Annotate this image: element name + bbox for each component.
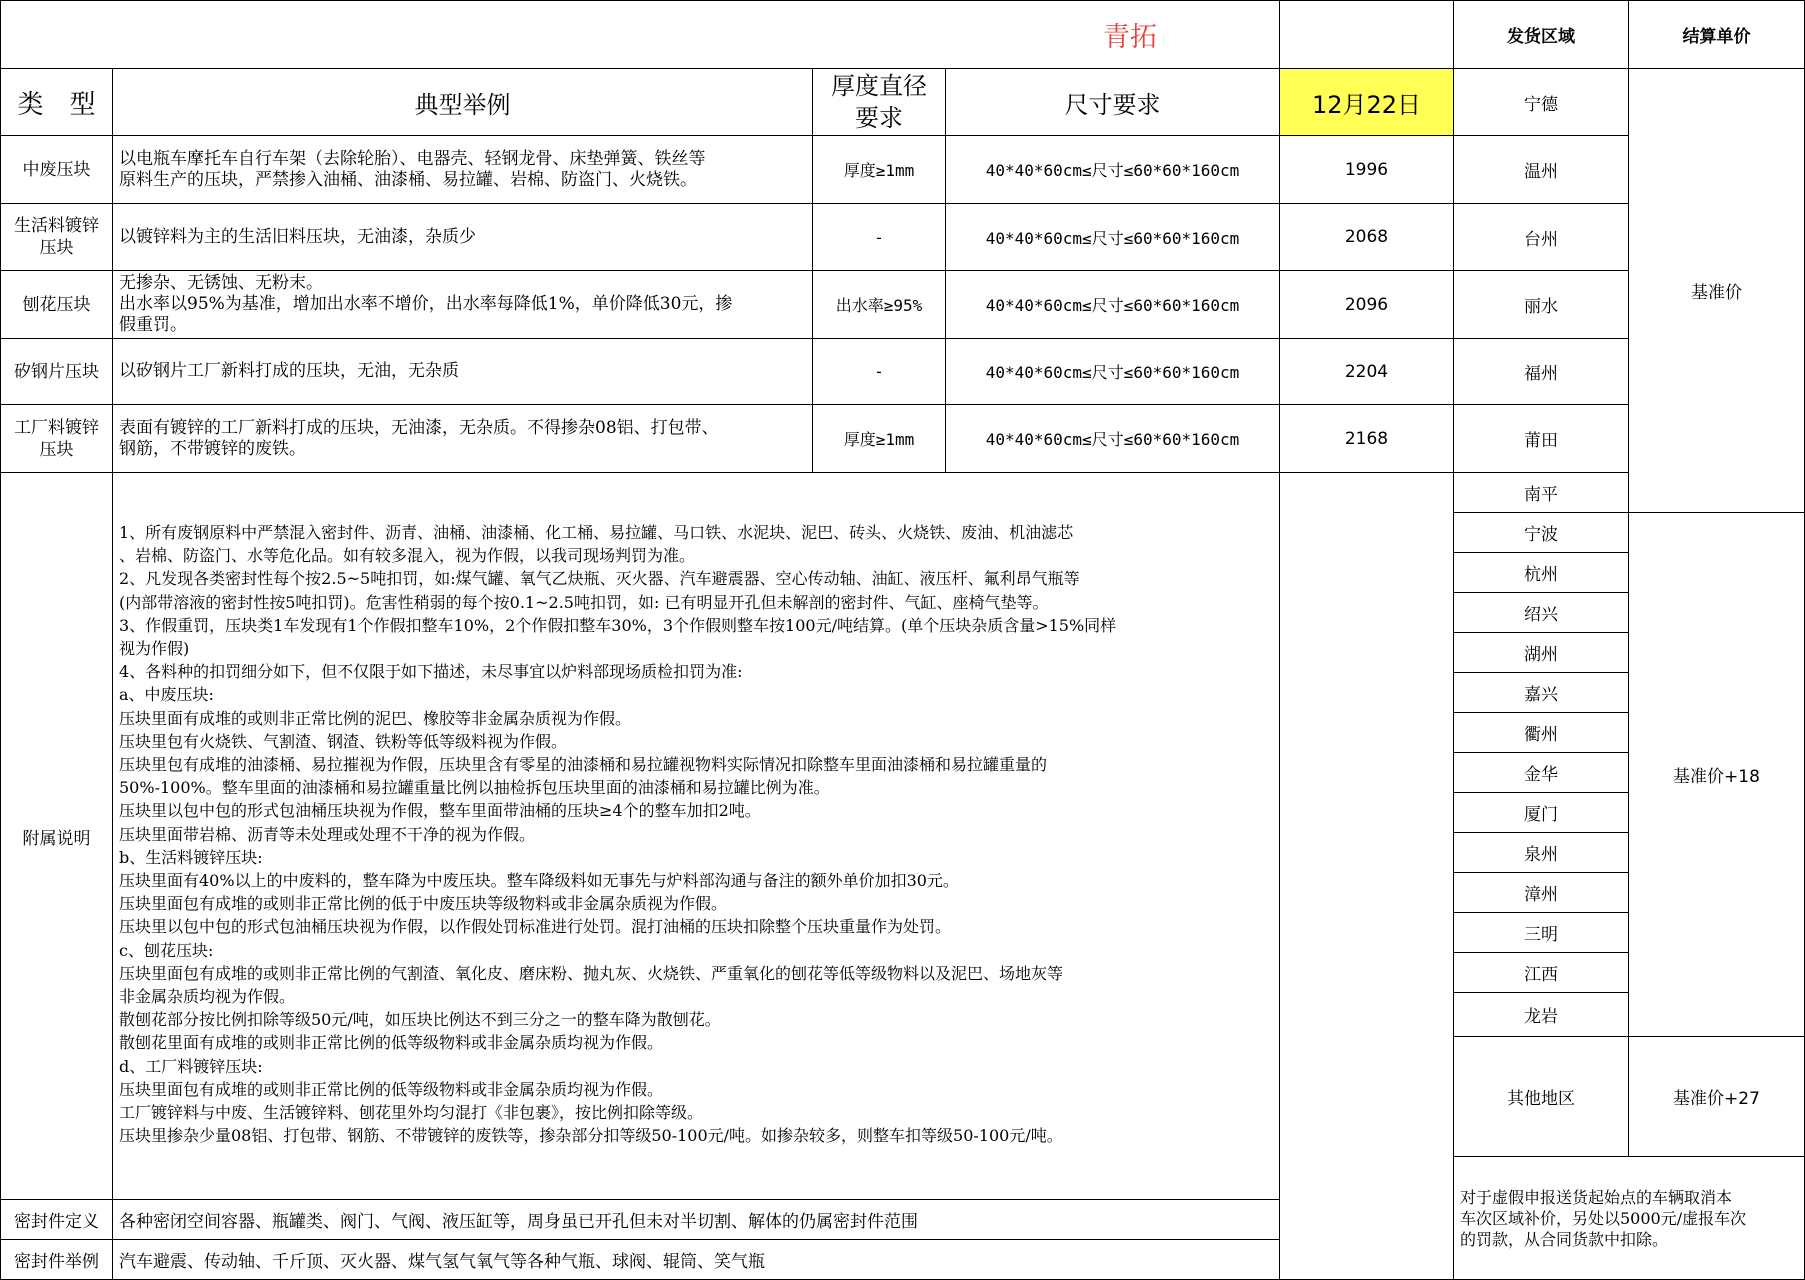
region-cell: 嘉兴 [1454,673,1629,713]
region-cell: 宁波 [1454,513,1629,553]
price-column-blank [1280,473,1454,1280]
row-thickness: 厚度≥1mm [813,405,946,473]
region-cell: 温州 [1454,136,1629,204]
row-type [0,136,113,204]
row-example-line: 假重罚。 [119,315,187,335]
seal-examples-text: 汽车避震、传动轴、千斤顶、灭火器、煤气氢气氧气等各种气瓶、球阀、辊筒、笑气瓶 [113,1240,1280,1280]
brand-title: 青拓 [1103,21,1157,53]
notes-text [113,473,1280,1200]
row-price: 1996 [1280,136,1454,204]
row-price: 2068 [1280,204,1454,271]
notes-line: 压块里面包有成堆的或则非正常比例的低等级物料或非金属杂质均视为作假。 [119,1079,664,1099]
region-cell: 龙岩 [1454,993,1629,1037]
notes-line: a、中废压块: [119,685,214,705]
region-cell: 衢州 [1454,713,1629,753]
row-example [113,271,813,339]
row-type-text: 压块 [39,238,74,258]
row-type-text: 压块 [39,439,74,460]
notes-line: 1、所有废钢原料中严禁混入密封件、沥青、油桶、油漆桶、化工桶、易拉罐、马口铁、水泥块、泥巴、砖头、火烧铁、废油、机油滤芯 [119,523,1074,542]
row-example-line: 出水率以95%为基准，增加出水率不增价，出水率每降低1%，单价降低30元，掺 [119,294,733,314]
seal-definition-text: 各种密闭空间容器、瓶罐类、阀门、气阀、液压缸等，周身虽已开孔但未对半切割、解体的仍属密封件范围 [113,1200,1280,1240]
row-type-text: 刨花压块 [22,294,91,315]
penalty-note [1454,1157,1805,1280]
notes-line: 视为作假) [119,639,190,659]
region-cell: 其他地区 [1454,1037,1629,1157]
row-type-text: 矽钢片压块 [14,361,99,382]
header-unit-price: 结算单价 [1629,0,1805,69]
region-cell: 三明 [1454,913,1629,953]
notes-line: (内部带溶液的密封性按5吨扣罚)。危害性稍弱的每个按0.1~2.5吨扣罚，如: 已有明显开孔但未解剖的密封件、气缸、座椅气垫等。 [119,592,1049,612]
notes-line: 压块里面有40%以上的中废料的，整车降为中废压块。整车降级料如无事先与炉料部沟通与备注的额外单价加扣30元。 [119,871,959,891]
price-base: 基准价 [1629,69,1805,513]
notes-line: 2、凡发现各类密封性每个按2.5~5吨扣罚，如:煤气罐、氧气乙炔瓶、灭火器、汽车避震器、空心传动轴、油缸、液压杆、氟利昂气瓶等 [119,569,1080,589]
row-price: 2168 [1280,405,1454,473]
notes-line: 3、作假重罚，压块类1车发现有1个作假扣整车10%，2个作假扣整车30%，3个作假则整车按100元/吨结算。(单个压块杂质含量>15%同样 [119,615,1117,635]
region-cell: 杭州 [1454,553,1629,593]
notes-line: 压块里面带岩棉、沥青等未处理或处理不干净的视为作假。 [119,824,536,844]
notes-line: 压块里包有成堆的油漆桶、易拉摧视为作假，压块里含有零星的油漆桶和易拉罐视物料实际情况扣除整车里面油漆桶和易拉罐重量的 [119,755,1048,775]
header-example: 典型举例 [113,69,813,136]
notes-line: 压块里以包中包的形式包油桶压块视为作假，以作假处罚标准进行处罚。混打油桶的压块扣除整个压块重量作为处罚。 [119,917,952,937]
row-type [0,271,113,339]
notes-label: 附属说明 [0,473,113,1200]
row-price: 2096 [1280,271,1454,339]
notes-line: 50%-100%。整车里面的油漆桶和易拉罐重量比例以抽检拆包压块里面的油漆桶和易拉罐比例为准。 [119,778,830,798]
region-cell: 台州 [1454,204,1629,271]
notes-line: 4、各料种的扣罚细分如下，但不仅限于如下描述，未尽事宜以炉料部现场质检扣罚为准: [119,662,743,682]
notes-line: 散刨花里面有成堆的或则非正常比例的低等级物料或非金属杂质均视为作假。 [119,1033,664,1053]
row-size: 40*40*60cm≤尺寸≤60*60*160cm [946,136,1280,204]
price-plus18: 基准价+18 [1629,513,1805,1037]
row-example-line: 无掺杂、无锈蚀、无粉末。 [119,273,323,293]
row-example-line: 原料生产的压块，严禁掺入油桶、油漆桶、易拉罐、岩棉、防盗门、火烧铁。 [119,169,697,190]
row-type-text: 中废压块 [22,159,91,180]
region-cell: 南平 [1454,473,1629,513]
header-date: 12月22日 [1280,69,1454,136]
title-row-blank-2 [1280,0,1454,69]
row-example-line: 以电瓶车摩托车自行车架（去除轮胎）、电器壳、轻钢龙骨、床垫弹簧、铁丝等 [119,148,706,169]
region-cell: 福州 [1454,339,1629,405]
region-cell: 绍兴 [1454,593,1629,633]
region-cell: 漳州 [1454,873,1629,913]
row-size: 40*40*60cm≤尺寸≤60*60*160cm [946,204,1280,271]
row-example-line: 以镀锌料为主的生活旧料压块，无油漆，杂质少 [119,226,476,247]
notes-line: 工厂镀锌料与中废、生活镀锌料、刨花里外均匀混打《非包裹》，按比例扣除等级。 [119,1103,704,1123]
notes-line: 压块里面包有成堆的或则非正常比例的气割渣、氧化皮、磨床粉、抛丸灰、火烧铁、严重氧化的刨花等低等级物料以及泥巴、场地灰等 [119,963,1064,983]
row-type [0,204,113,271]
notes-line: 压块里掺杂少量08铝、打包带、钢筋、不带镀锌的废铁等，掺杂部分扣等级50-100元/吨。如掺杂较多，则整车扣等级50-100元/吨。 [119,1126,1063,1146]
row-example [113,204,813,271]
row-example-line: 以矽钢片工厂新料打成的压块，无油，无杂质 [119,361,459,381]
penalty-line: 车次区域补价，另处以5000元/虚报车次 [1460,1209,1747,1228]
header-thickness: 厚度直径要求 [813,69,946,136]
region-cell: 宁德 [1454,69,1629,136]
region-cell: 湖州 [1454,633,1629,673]
row-thickness: 出水率≥95% [813,271,946,339]
seal-examples-label: 密封件举例 [0,1240,113,1280]
region-cell: 厦门 [1454,793,1629,833]
header-region: 发货区域 [1454,0,1629,69]
row-example [113,136,813,204]
row-type [0,405,113,473]
notes-line: 压块里包有火烧铁、气割渣、钢渣、铁粉等低等级料视为作假。 [119,731,568,751]
region-cell: 泉州 [1454,833,1629,873]
region-cell: 丽水 [1454,271,1629,339]
penalty-line: 对于虚假申报送货起始点的车辆取消本 [1460,1188,1733,1207]
seal-definition-label: 密封件定义 [0,1200,113,1240]
notes-line: d、工厂料镀锌压块: [119,1056,263,1076]
row-type-text: 生活料镀锌 [14,216,99,236]
notes-line: 散刨花部分按比例扣除等级50元/吨，如压块比例达不到三分之一的整车降为散刨花。 [119,1010,721,1030]
row-thickness: 厚度≥1mm [813,136,946,204]
notes-line: b、生活料镀锌压块: [119,847,263,867]
row-example [113,405,813,473]
row-type [0,339,113,405]
notes-line: 、岩棉、防盗门、水等危化品。如有较多混入，视为作假，以我司现场判罚为准。 [119,546,696,566]
notes-line: 压块里以包中包的形式包油桶压块视为作假，整车里面带油桶的压块≥4个的整车加扣2吨。 [119,801,761,821]
row-size: 40*40*60cm≤尺寸≤60*60*160cm [946,271,1280,339]
region-cell: 莆田 [1454,405,1629,473]
notes-line: 压块里面有成堆的或则非正常比例的泥巴、橡胶等非金属杂质视为作假。 [119,708,632,728]
header-type: 类 型 [0,69,113,136]
row-type-text: 工厂料镀锌 [14,417,99,438]
region-cell: 金华 [1454,753,1629,793]
row-thickness: - [813,339,946,405]
header-size: 尺寸要求 [946,69,1280,136]
row-size: 40*40*60cm≤尺寸≤60*60*160cm [946,339,1280,405]
row-example-line: 钢筋，不带镀锌的废铁。 [119,438,306,459]
region-cell: 江西 [1454,953,1629,993]
row-example [113,339,813,405]
row-price: 2204 [1280,339,1454,405]
notes-line: 非金属杂质均视为作假。 [119,987,296,1007]
price-plus27: 基准价+27 [1629,1037,1805,1157]
row-example-line: 表面有镀锌的工厂新料打成的压块，无油漆，无杂质。不得掺杂08铝、打包带、 [119,417,719,438]
row-size: 40*40*60cm≤尺寸≤60*60*160cm [946,405,1280,473]
notes-line: 压块里面包有成堆的或则非正常比例的低于中废压块等级物料或非金属杂质视为作假。 [119,894,728,914]
penalty-line: 的罚款，从合同货款中扣除。 [1460,1230,1669,1249]
row-thickness: - [813,204,946,271]
notes-line: c、刨花压块: [119,940,214,960]
